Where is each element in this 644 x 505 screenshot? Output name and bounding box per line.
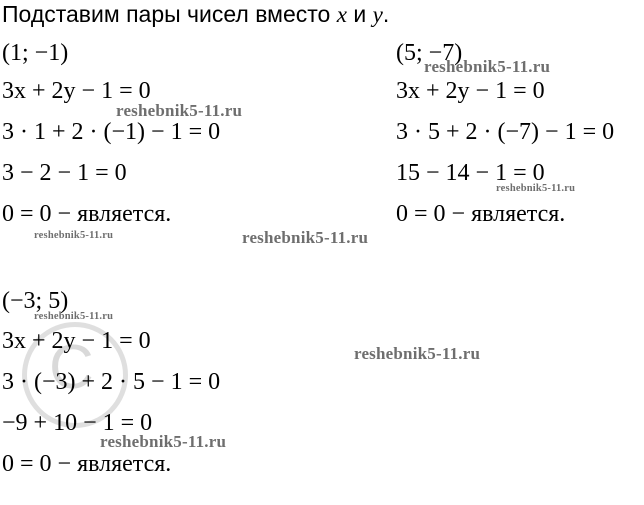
substitution-line: 3 · (−3) + 2 · 5 − 1 = 0 [2, 369, 221, 395]
variable-y: y [372, 2, 383, 27]
intro-conj: и [346, 1, 373, 27]
intro-prefix: Подставим пары чисел вместо [2, 1, 337, 27]
watermark-text: reshebnik5-11.ru [496, 183, 576, 194]
substitution-line: 3 · 5 + 2 · (−7) − 1 = 0 [396, 119, 615, 145]
watermark-text: reshebnik5-11.ru [242, 228, 369, 247]
equation-line: 3x + 2y − 1 = 0 [396, 78, 545, 104]
equation-line: 3x + 2y − 1 = 0 [2, 328, 151, 354]
watermark-text: reshebnik5-11.ru [424, 57, 551, 76]
pair-label: (1; −1) [2, 40, 69, 66]
computation-line: 3 − 2 − 1 = 0 [2, 160, 127, 186]
computation-line: −9 + 10 − 1 = 0 [2, 410, 153, 436]
conclusion-line: 0 = 0 − является. [2, 201, 172, 227]
variable-x: x [336, 2, 347, 27]
watermark-text: reshebnik5-11.ru [34, 311, 114, 322]
watermark-text: reshebnik5-11.ru [34, 230, 114, 241]
watermark-text: reshebnik5-11.ru [100, 432, 227, 451]
pair-label: (−3; 5) [2, 288, 69, 314]
watermark-text: reshebnik5-11.ru [116, 101, 243, 120]
watermark-text: reshebnik5-11.ru [354, 344, 481, 363]
intro-text [2, 2, 389, 27]
intro-suffix: . [382, 1, 390, 27]
computation-line: 15 − 14 − 1 = 0 [396, 160, 545, 186]
conclusion-line: 0 = 0 − является. [396, 201, 566, 227]
equation-line: 3x + 2y − 1 = 0 [2, 78, 151, 104]
pair-label: (5; −7) [396, 40, 463, 66]
conclusion-line: 0 = 0 − является. [2, 451, 172, 477]
substitution-line: 3 · 1 + 2 · (−1) − 1 = 0 [2, 119, 221, 145]
